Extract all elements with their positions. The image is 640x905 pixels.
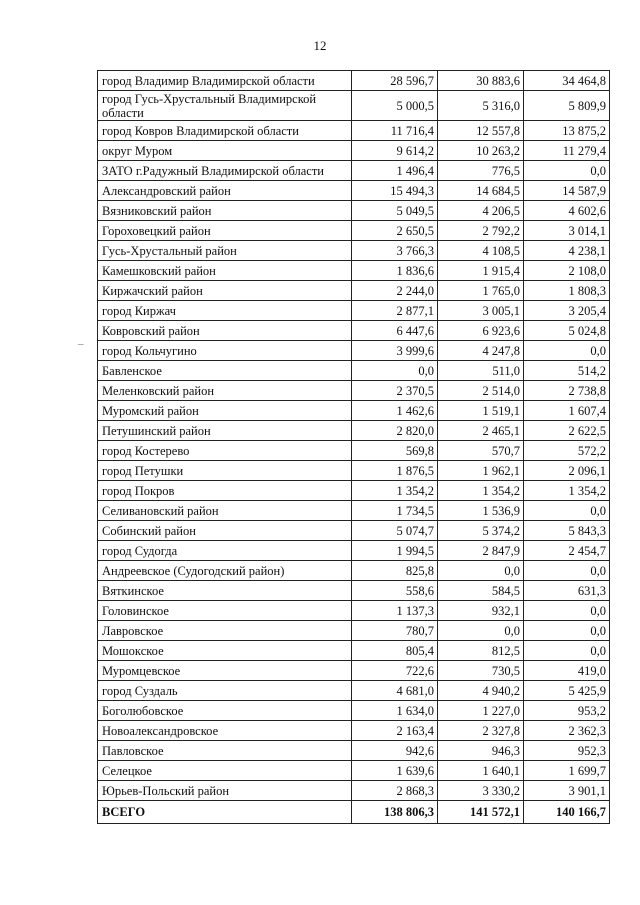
table-row — [98, 181, 610, 201]
municipality-name-cell: Киржачский район — [98, 281, 352, 301]
municipality-name-cell: город Кольчугино — [98, 341, 352, 361]
municipality-name-cell: Муромский район — [98, 401, 352, 421]
municipality-name-cell: Петушинский район — [98, 421, 352, 441]
table-row — [98, 381, 610, 401]
table-row — [98, 281, 610, 301]
value-cell-2: 1 962,1 — [438, 461, 524, 481]
value-cell-3: 631,3 — [524, 581, 610, 601]
value-cell-3: 1 607,4 — [524, 401, 610, 421]
table-row — [98, 781, 610, 801]
municipality-name-cell: Головинское — [98, 601, 352, 621]
value-cell-3: 0,0 — [524, 341, 610, 361]
value-cell-3: 0,0 — [524, 601, 610, 621]
municipality-name-cell: город Киржач — [98, 301, 352, 321]
table-row — [98, 401, 610, 421]
municipality-name-cell: город Судогда — [98, 541, 352, 561]
value-cell-2: 812,5 — [438, 641, 524, 661]
value-cell-3: 952,3 — [524, 741, 610, 761]
value-cell-3: 11 279,4 — [524, 141, 610, 161]
value-cell-2: 0,0 — [438, 561, 524, 581]
municipality-name-cell: Муромцевское — [98, 661, 352, 681]
table-row — [98, 421, 610, 441]
value-cell-3: 0,0 — [524, 161, 610, 181]
value-cell-2: 511,0 — [438, 361, 524, 381]
value-cell-1: 1 994,5 — [352, 541, 438, 561]
value-cell-1: 1 634,0 — [352, 701, 438, 721]
municipality-name-cell: город Петушки — [98, 461, 352, 481]
table-row — [98, 601, 610, 621]
value-cell-1: 5 049,5 — [352, 201, 438, 221]
value-cell-1: 2 244,0 — [352, 281, 438, 301]
table-row — [98, 521, 610, 541]
value-cell-2: 2 847,9 — [438, 541, 524, 561]
table-row — [98, 201, 610, 221]
table-row — [98, 621, 610, 641]
table-row — [98, 161, 610, 181]
value-cell-3: 5 843,3 — [524, 521, 610, 541]
value-cell-2: 4 247,8 — [438, 341, 524, 361]
value-cell-2: 3 330,2 — [438, 781, 524, 801]
value-cell-2: 12 557,8 — [438, 121, 524, 141]
municipality-name-cell: округ Муром — [98, 141, 352, 161]
municipality-name-cell: Лавровское — [98, 621, 352, 641]
value-cell-2: 3 005,1 — [438, 301, 524, 321]
value-cell-3: 2 738,8 — [524, 381, 610, 401]
table-row — [98, 541, 610, 561]
value-cell-1: 138 806,3 — [352, 801, 438, 824]
value-cell-1: 3 999,6 — [352, 341, 438, 361]
value-cell-1: 15 494,3 — [352, 181, 438, 201]
value-cell-2: 2 465,1 — [438, 421, 524, 441]
value-cell-2: 5 316,0 — [438, 91, 524, 121]
value-cell-3: 3 901,1 — [524, 781, 610, 801]
value-cell-1: 6 447,6 — [352, 321, 438, 341]
value-cell-2: 6 923,6 — [438, 321, 524, 341]
value-cell-1: 569,8 — [352, 441, 438, 461]
page-number: 12 — [313, 38, 327, 53]
value-cell-2: 946,3 — [438, 741, 524, 761]
value-cell-1: 1 639,6 — [352, 761, 438, 781]
value-cell-3: 140 166,7 — [524, 801, 610, 824]
value-cell-2: 4 940,2 — [438, 681, 524, 701]
municipality-name-cell: Андреевское (Судогодский район) — [98, 561, 352, 581]
value-cell-1: 805,4 — [352, 641, 438, 661]
table-row — [98, 91, 610, 121]
value-cell-3: 5 425,9 — [524, 681, 610, 701]
value-cell-1: 11 716,4 — [352, 121, 438, 141]
value-cell-2: 776,5 — [438, 161, 524, 181]
value-cell-3: 5 024,8 — [524, 321, 610, 341]
table-row — [98, 741, 610, 761]
value-cell-2: 932,1 — [438, 601, 524, 621]
table-row — [98, 701, 610, 721]
municipality-name-cell: Бавленское — [98, 361, 352, 381]
value-cell-1: 2 163,4 — [352, 721, 438, 741]
value-cell-1: 3 766,3 — [352, 241, 438, 261]
municipality-name-cell: Камешковский район — [98, 261, 352, 281]
table-row — [98, 461, 610, 481]
municipality-name-cell: Собинский район — [98, 521, 352, 541]
value-cell-1: 780,7 — [352, 621, 438, 641]
municipality-name-cell: Новоалександровское — [98, 721, 352, 741]
value-cell-1: 28 596,7 — [352, 71, 438, 91]
value-cell-3: 419,0 — [524, 661, 610, 681]
value-cell-3: 3 205,4 — [524, 301, 610, 321]
municipality-name-cell: ЗАТО г.Радужный Владимирской области — [98, 161, 352, 181]
municipality-name-cell: Мошокское — [98, 641, 352, 661]
value-cell-1: 1 496,4 — [352, 161, 438, 181]
value-cell-3: 514,2 — [524, 361, 610, 381]
margin-mark: – — [78, 338, 84, 350]
value-cell-2: 4 206,5 — [438, 201, 524, 221]
value-cell-1: 1 462,6 — [352, 401, 438, 421]
value-cell-1: 942,6 — [352, 741, 438, 761]
table-row — [98, 581, 610, 601]
table-row — [98, 501, 610, 521]
table-row — [98, 661, 610, 681]
value-cell-2: 141 572,1 — [438, 801, 524, 824]
municipality-name-cell: город Суздаль — [98, 681, 352, 701]
value-cell-1: 5 000,5 — [352, 91, 438, 121]
value-cell-1: 0,0 — [352, 361, 438, 381]
table-row — [98, 361, 610, 381]
value-cell-3: 4 602,6 — [524, 201, 610, 221]
municipality-name-cell: Вяткинское — [98, 581, 352, 601]
value-cell-3: 2 454,7 — [524, 541, 610, 561]
value-cell-3: 0,0 — [524, 501, 610, 521]
value-cell-1: 1 734,5 — [352, 501, 438, 521]
value-cell-2: 14 684,5 — [438, 181, 524, 201]
municipality-name-cell: Ковровский район — [98, 321, 352, 341]
value-cell-3: 1 808,3 — [524, 281, 610, 301]
table-row — [98, 341, 610, 361]
value-cell-3: 13 875,2 — [524, 121, 610, 141]
value-cell-3: 0,0 — [524, 641, 610, 661]
value-cell-3: 0,0 — [524, 561, 610, 581]
value-cell-2: 30 883,6 — [438, 71, 524, 91]
municipality-name-cell: Гороховецкий район — [98, 221, 352, 241]
total-row — [98, 801, 610, 824]
value-cell-1: 2 650,5 — [352, 221, 438, 241]
value-cell-3: 2 108,0 — [524, 261, 610, 281]
value-cell-3: 0,0 — [524, 621, 610, 641]
value-cell-2: 584,5 — [438, 581, 524, 601]
value-cell-3: 1 699,7 — [524, 761, 610, 781]
municipality-name-cell: Селивановский район — [98, 501, 352, 521]
municipality-name-cell: Павловское — [98, 741, 352, 761]
municipality-name-cell: ВСЕГО — [98, 801, 352, 824]
value-cell-1: 9 614,2 — [352, 141, 438, 161]
municipality-name-cell: Боголюбовское — [98, 701, 352, 721]
value-cell-2: 1 519,1 — [438, 401, 524, 421]
table-row — [98, 301, 610, 321]
table-row — [98, 481, 610, 501]
value-cell-3: 5 809,9 — [524, 91, 610, 121]
value-cell-3: 1 354,2 — [524, 481, 610, 501]
municipality-name-cell: город Покров — [98, 481, 352, 501]
value-cell-1: 825,8 — [352, 561, 438, 581]
value-cell-3: 2 096,1 — [524, 461, 610, 481]
table-row — [98, 221, 610, 241]
value-cell-1: 1 836,6 — [352, 261, 438, 281]
value-cell-1: 1 876,5 — [352, 461, 438, 481]
value-cell-3: 3 014,1 — [524, 221, 610, 241]
value-cell-1: 2 877,1 — [352, 301, 438, 321]
municipality-name-cell: Юрьев-Польский район — [98, 781, 352, 801]
value-cell-2: 5 374,2 — [438, 521, 524, 541]
value-cell-2: 1 640,1 — [438, 761, 524, 781]
value-cell-2: 2 327,8 — [438, 721, 524, 741]
table-row — [98, 761, 610, 781]
table-row — [98, 121, 610, 141]
value-cell-2: 1 915,4 — [438, 261, 524, 281]
municipality-name-cell: Меленковский район — [98, 381, 352, 401]
municipality-name-cell: город Ковров Владимирской области — [98, 121, 352, 141]
value-cell-1: 4 681,0 — [352, 681, 438, 701]
table-row — [98, 641, 610, 661]
value-cell-3: 2 362,3 — [524, 721, 610, 741]
municipality-name-cell: Гусь-Хрустальный район — [98, 241, 352, 261]
value-cell-3: 572,2 — [524, 441, 610, 461]
value-cell-2: 0,0 — [438, 621, 524, 641]
value-cell-2: 730,5 — [438, 661, 524, 681]
value-cell-1: 5 074,7 — [352, 521, 438, 541]
value-cell-1: 722,6 — [352, 661, 438, 681]
municipality-name-cell: Вязниковский район — [98, 201, 352, 221]
value-cell-1: 2 370,5 — [352, 381, 438, 401]
table-row — [98, 141, 610, 161]
value-cell-1: 2 868,3 — [352, 781, 438, 801]
table-row — [98, 561, 610, 581]
value-cell-2: 4 108,5 — [438, 241, 524, 261]
municipality-name-cell: Селецкое — [98, 761, 352, 781]
value-cell-3: 34 464,8 — [524, 71, 610, 91]
value-cell-2: 2 792,2 — [438, 221, 524, 241]
value-cell-3: 4 238,1 — [524, 241, 610, 261]
municipality-name-cell: город Костерево — [98, 441, 352, 461]
table-row — [98, 441, 610, 461]
municipality-name-cell: город Гусь-Хрустальный Владимирской области — [98, 91, 352, 121]
value-cell-3: 2 622,5 — [524, 421, 610, 441]
value-cell-2: 1 227,0 — [438, 701, 524, 721]
table-row — [98, 681, 610, 701]
budget-table-body — [98, 71, 610, 824]
table-row — [98, 261, 610, 281]
municipality-name-cell: город Владимир Владимирской области — [98, 71, 352, 91]
value-cell-2: 1 354,2 — [438, 481, 524, 501]
value-cell-1: 1 137,3 — [352, 601, 438, 621]
value-cell-2: 1 536,9 — [438, 501, 524, 521]
budget-table — [97, 70, 610, 824]
value-cell-2: 1 765,0 — [438, 281, 524, 301]
table-row — [98, 321, 610, 341]
value-cell-2: 570,7 — [438, 441, 524, 461]
table-row — [98, 241, 610, 261]
value-cell-2: 10 263,2 — [438, 141, 524, 161]
value-cell-1: 1 354,2 — [352, 481, 438, 501]
table-row — [98, 71, 610, 91]
value-cell-2: 2 514,0 — [438, 381, 524, 401]
municipality-name-cell: Александровский район — [98, 181, 352, 201]
value-cell-3: 14 587,9 — [524, 181, 610, 201]
value-cell-1: 558,6 — [352, 581, 438, 601]
value-cell-1: 2 820,0 — [352, 421, 438, 441]
value-cell-3: 953,2 — [524, 701, 610, 721]
table-row — [98, 721, 610, 741]
